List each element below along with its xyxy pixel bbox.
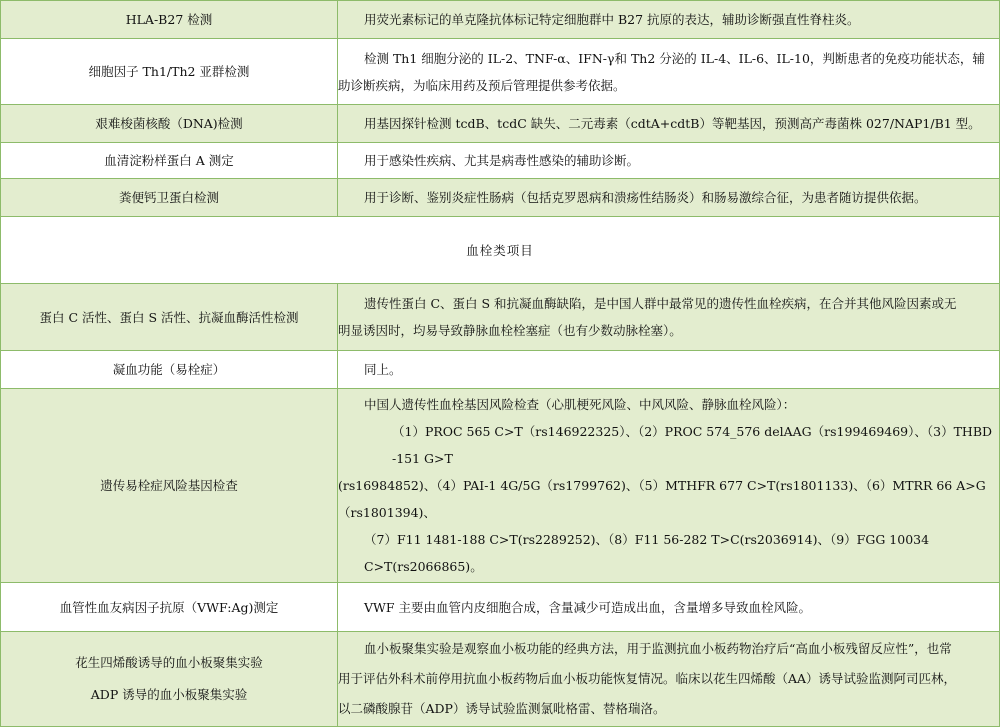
description-line: 检测 Th1 细胞分泌的 IL-2、TNF-α、IFN-γ和 Th2 分泌的 IL-4、IL-6、IL-10，判断患者的免疫功能状态，辅 bbox=[364, 50, 985, 66]
item-name: 血清淀粉样蛋白 A 测定 bbox=[1, 143, 338, 179]
table-row bbox=[1, 39, 1000, 105]
item-description bbox=[338, 143, 1000, 179]
description-line: 用基因探针检测 tcdB、tcdC 缺失、二元毒素（cdtA+cdtB）等靶基因，预测高产毒菌株 027/NAP1/B1 型。 bbox=[364, 116, 981, 131]
table-row bbox=[1, 284, 1000, 351]
table-row bbox=[1, 583, 1000, 632]
item-name: 血管性血友病因子抗原（VWF:Ag)测定 bbox=[1, 583, 338, 632]
item-name: HLA-B27 检测 bbox=[1, 1, 338, 39]
description-line: 用于感染性疾病、尤其是病毒性感染的辅助诊断。 bbox=[364, 153, 640, 168]
item-description bbox=[338, 105, 1000, 143]
item-name: 细胞因子 Th1/Th2 亚群检测 bbox=[1, 39, 338, 105]
item-name: 遗传易栓症风险基因检查 bbox=[1, 389, 338, 583]
description-line: （1）PROC 565 C>T（rs146922325）、（2）PROC 574_576 delAAG（rs199469469）、（3）THBD -151 G>T bbox=[392, 424, 993, 466]
description-line: 用于评估外科术前停用抗血小板药物后血小板功能恢复情况。临床以花生四烯酸（AA）诱导试验监测阿司匹林， bbox=[338, 671, 957, 686]
table-row bbox=[1, 143, 1000, 179]
item-description bbox=[338, 179, 1000, 217]
table-row bbox=[1, 632, 1000, 727]
item-description bbox=[338, 39, 1000, 105]
description-line: (rs16984852)、（4）PAI-1 4G/5G（rs1799762)、（5）MTHFR 677 C>T(rs1801133)、（6）MTRR 66 A>G（rs1801394)、 bbox=[338, 478, 986, 520]
description-line: 用荧光素标记的单克隆抗体标记特定细胞群中 B27 抗原的表达，辅助诊断强直性脊柱炎。 bbox=[364, 12, 860, 27]
item-description bbox=[338, 284, 1000, 351]
description-line: 血小板聚集实验是观察血小板功能的经典方法，用于监测抗血小板药物治疗后“高血小板残留反应性”，也常 bbox=[364, 641, 952, 656]
description-line: 同上。 bbox=[364, 362, 402, 377]
description-line: VWF 主要由血管内皮细胞合成，含量减少可造成出血，含量增多导致血栓风险。 bbox=[364, 599, 812, 615]
item-name bbox=[1, 632, 338, 727]
description-line: 用于诊断、鉴别炎症性肠病（包括克罗恩病和溃疡性结肠炎）和肠易激综合征，为患者随访提供依据。 bbox=[364, 190, 927, 205]
table-row bbox=[1, 389, 1000, 583]
table-row bbox=[1, 351, 1000, 389]
table-row bbox=[1, 105, 1000, 143]
item-description bbox=[338, 389, 1000, 583]
item-name-line: ADP 诱导的血小板聚集实验 bbox=[90, 687, 248, 702]
item-name-line: 花生四烯酸诱导的血小板聚集实验 bbox=[75, 655, 263, 670]
description-line: （7）F11 1481-188 C>T(rs2289252)、（8）F11 56-282 T>C(rs2036914)、（9）FGG 10034 C>T(rs2066865)。 bbox=[364, 532, 930, 574]
description-line: 助诊断疾病，为临床用药及预后管理提供参考依据。 bbox=[338, 77, 626, 93]
description-line: 以二磷酸腺苷（ADP）诱导试验监测氯吡格雷、替格瑞洛。 bbox=[338, 701, 666, 716]
description-line: 中国人遗传性血栓基因风险检查（心肌梗死风险、中风风险、静脉血栓风险）： bbox=[364, 397, 796, 412]
item-name: 粪便钙卫蛋白检测 bbox=[1, 179, 338, 217]
section-header-row bbox=[1, 217, 1000, 284]
item-description bbox=[338, 351, 1000, 389]
item-name: 艰难梭菌核酸（DNA)检测 bbox=[1, 105, 338, 143]
table-row bbox=[1, 179, 1000, 217]
item-name: 凝血功能（易栓症） bbox=[1, 351, 338, 389]
item-name: 蛋白 C 活性、蛋白 S 活性、抗凝血酶活性检测 bbox=[1, 284, 338, 351]
description-line: 明显诱因时，均易导致静脉血栓栓塞症（也有少数动脉栓塞）。 bbox=[338, 323, 682, 338]
item-description bbox=[338, 632, 1000, 727]
item-description bbox=[338, 1, 1000, 39]
item-description bbox=[338, 583, 1000, 632]
table-row bbox=[1, 1, 1000, 39]
description-line: 遗传性蛋白 C、蛋白 S 和抗凝血酶缺陷，是中国人群中最常见的遗传性血栓疾病，在合并其他风险因素或无 bbox=[364, 296, 957, 311]
section-title: 血栓类项目 bbox=[1, 217, 1000, 284]
